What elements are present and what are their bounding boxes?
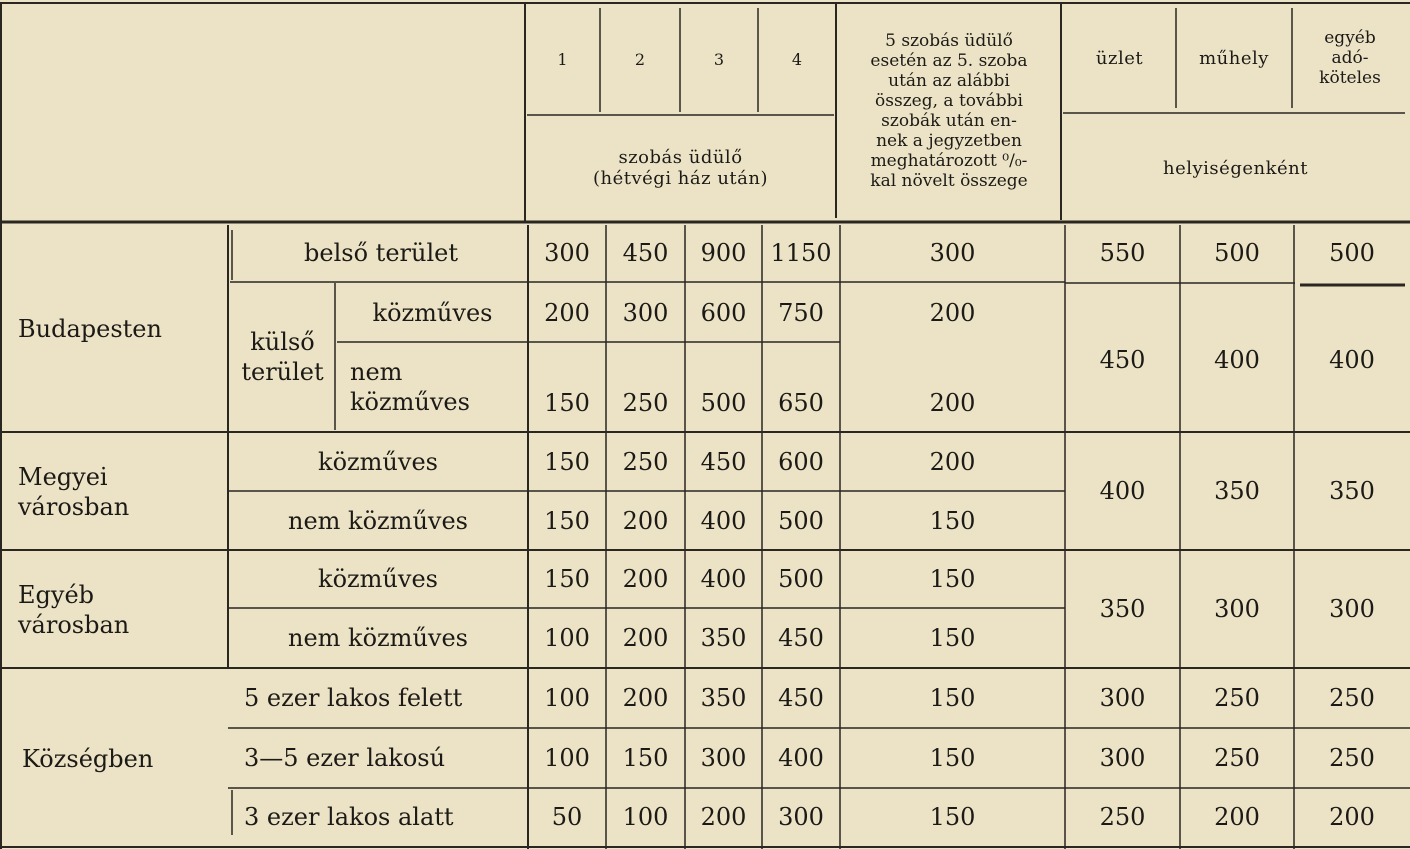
cell-mv-egyeb: 350 xyxy=(1329,477,1375,505)
cell-k35-muhely: 250 xyxy=(1214,744,1260,772)
cell-mv-nem-r2: 200 xyxy=(622,506,669,535)
cell-ev-nem-r2: 200 xyxy=(622,624,669,652)
header-room-4: 4 xyxy=(791,50,803,69)
cell-k5-r2: 200 xyxy=(622,684,669,712)
row-label-bp-nem-kozmuves: nem közműves xyxy=(350,358,470,416)
cell-belso-fifth: 300 xyxy=(929,239,976,267)
cell-ev-kozmu-r1: 150 xyxy=(544,565,590,593)
cell-k5-muhely: 250 xyxy=(1214,684,1260,712)
cell-mv-nem-r3: 400 xyxy=(700,506,747,535)
header-egyeb: egyéb adó- köteles xyxy=(1319,28,1381,88)
cell-ev-nem-r3: 350 xyxy=(700,624,747,652)
cell-ev-egyeb: 300 xyxy=(1329,595,1375,623)
row-label-mv-kozmuves: közműves xyxy=(318,447,438,476)
header-muhely: műhely xyxy=(1199,47,1269,69)
cell-ev-kozmu-fifth: 150 xyxy=(929,565,976,593)
cell-k3-uzlet: 250 xyxy=(1099,803,1146,831)
cell-ev-nem-fifth: 150 xyxy=(929,624,976,652)
cell-ev-kozmu-r2: 200 xyxy=(622,565,669,593)
cell-belso-r3: 900 xyxy=(700,239,747,267)
cell-ev-nem-r1: 100 xyxy=(544,624,590,652)
cell-bp-nem-r2: 250 xyxy=(622,389,669,417)
cell-k35-egyeb: 250 xyxy=(1329,744,1375,772)
cell-bp-nem-r1: 150 xyxy=(544,389,590,417)
cell-k35-r4: 400 xyxy=(778,744,824,772)
cell-ev-uzlet: 350 xyxy=(1099,595,1146,623)
cell-k5-uzlet: 300 xyxy=(1099,684,1146,712)
row-label-3-ezer-alatt: 3 ezer lakos alatt xyxy=(244,803,454,831)
cell-belso-muhely: 500 xyxy=(1214,239,1260,267)
cell-belso-r2: 450 xyxy=(622,239,669,267)
cell-ev-kozmu-r4: 500 xyxy=(778,565,824,593)
cell-k3-r3: 200 xyxy=(700,803,747,831)
cell-ev-kozmu-r3: 400 xyxy=(700,565,747,593)
cell-k35-r3: 300 xyxy=(700,744,747,772)
group-kulso-terulet: külső terület xyxy=(241,328,324,386)
group-kozsegben: Községben xyxy=(22,744,154,773)
cell-k5-egyeb: 250 xyxy=(1329,684,1375,712)
header-room-3: 3 xyxy=(713,50,725,69)
cell-mv-kozmu-r3: 450 xyxy=(700,447,747,476)
cell-bp-kozmu-r3: 600 xyxy=(700,299,747,327)
cell-k3-muhely: 200 xyxy=(1214,803,1260,831)
row-label-3-5-ezer: 3—5 ezer lakosú xyxy=(244,744,446,772)
cell-bp-kozmu-fifth: 200 xyxy=(929,299,976,327)
cell-mv-kozmu-r1: 150 xyxy=(544,447,590,476)
cell-belso-r4: 1150 xyxy=(770,239,832,267)
cell-k3-egyeb: 200 xyxy=(1329,803,1375,831)
cell-belso-r1: 300 xyxy=(544,239,590,267)
cell-k3-r2: 100 xyxy=(622,803,669,831)
cell-bp-nem-r3: 500 xyxy=(700,389,747,417)
cell-k5-fifth: 150 xyxy=(929,684,976,712)
cell-mv-nem-r1: 150 xyxy=(544,506,590,535)
group-megyei-varosban: Megyei városban xyxy=(18,463,130,521)
cell-ev-muhely: 300 xyxy=(1214,595,1260,623)
cell-belso-egyeb: 500 xyxy=(1329,239,1375,267)
cell-k5-r3: 350 xyxy=(700,684,747,712)
cell-k35-uzlet: 300 xyxy=(1099,744,1146,772)
cell-belso-uzlet: 550 xyxy=(1099,239,1146,267)
cell-mv-kozmu-r4: 600 xyxy=(778,447,824,476)
header-room-group: szobás üdülő (hétvégi ház után) xyxy=(592,147,769,189)
header-room-1: 1 xyxy=(557,50,568,69)
cell-k3-r4: 300 xyxy=(778,803,824,831)
cell-mv-kozmu-r2: 250 xyxy=(622,447,669,476)
cell-k5-r1: 100 xyxy=(544,684,590,712)
cell-k35-r1: 100 xyxy=(544,744,590,772)
cell-mv-kozmu-fifth: 200 xyxy=(929,447,976,476)
header-fifth-room-note: 5 szobás üdülő esetén az 5. szoba után az alábbi összeg, a további szobák után en- nek a jegyzetben meghatározott ⁰/₀- kal növelt összege xyxy=(870,31,1028,191)
cell-mv-muhely: 350 xyxy=(1214,477,1260,505)
cell-mv-uzlet: 400 xyxy=(1099,477,1146,505)
group-budapest: Budapesten xyxy=(18,315,162,343)
row-label-bp-kozmuves: közműves xyxy=(372,299,493,327)
cell-bp-kulso-egyeb: 400 xyxy=(1329,346,1375,374)
cell-mv-nem-fifth: 150 xyxy=(929,506,976,535)
cell-bp-nem-r4: 650 xyxy=(778,389,824,417)
cell-bp-nem-fifth: 200 xyxy=(929,389,976,417)
group-egyeb-varosban: Egyéb városban xyxy=(18,581,130,639)
row-label-mv-nem-kozmuves: nem közműves xyxy=(288,506,468,535)
cell-bp-kulso-muhely: 400 xyxy=(1214,346,1260,374)
cell-k3-r1: 50 xyxy=(551,803,583,831)
cell-k3-fifth: 150 xyxy=(929,803,976,831)
cell-k35-r2: 150 xyxy=(622,744,669,772)
cell-ev-nem-r4: 450 xyxy=(778,624,824,652)
cell-bp-kozmu-r4: 750 xyxy=(778,299,824,327)
cell-bp-kozmu-r1: 200 xyxy=(544,299,590,327)
cell-k5-r4: 450 xyxy=(778,684,824,712)
row-label-belso-terulet: belső terület xyxy=(304,239,458,267)
cell-bp-kulso-uzlet: 450 xyxy=(1099,346,1146,374)
row-label-ev-nem-kozmuves: nem közműves xyxy=(288,624,468,652)
cell-mv-nem-r4: 500 xyxy=(778,506,824,535)
header-room-2: 2 xyxy=(634,50,646,69)
cell-k35-fifth: 150 xyxy=(929,744,976,772)
cell-bp-kozmu-r2: 300 xyxy=(622,299,669,327)
row-label-ev-kozmuves: közműves xyxy=(318,565,438,593)
header-uzlet: üzlet xyxy=(1095,47,1144,69)
header-helyisegenkent: helyiségenként xyxy=(1163,157,1308,179)
row-label-5-ezer-felett: 5 ezer lakos felett xyxy=(244,684,463,712)
